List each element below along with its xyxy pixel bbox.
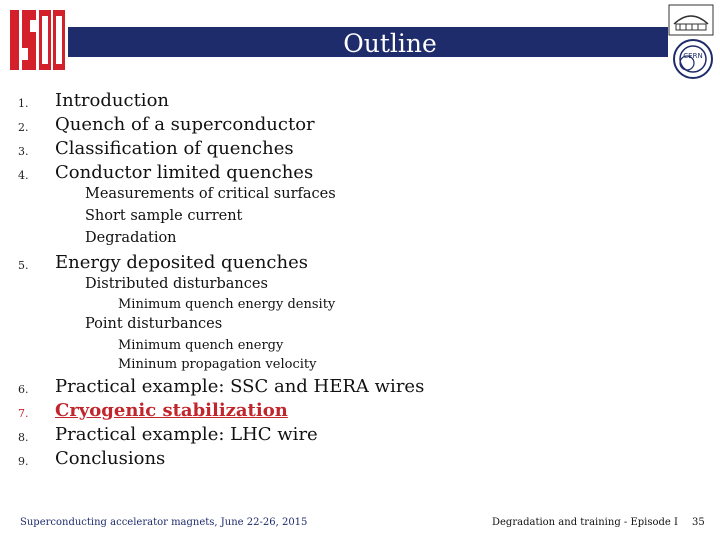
sub-item: Short sample current [85,208,243,224]
isms-logo-icon [6,6,68,78]
sub-item: Measurements of critical surfaces [85,186,336,202]
eucard-logo-icon [668,4,714,40]
list-number: 5. [18,259,29,272]
list-number: 1. [18,97,29,110]
outline-item-classification: Classification of quenches [55,138,294,159]
outline-item-energy-deposited: Energy deposited quenches [55,252,308,273]
sub-item: Point disturbances [85,316,223,332]
list-number: 9. [18,455,29,468]
sub-sub-item: Minimum quench energy density [118,297,336,312]
cern-logo-icon [672,38,714,84]
outline-item-introduction: Introduction [55,90,169,111]
list-number: 7. [18,407,29,420]
page-title: Outline [343,29,437,58]
list-number: 8. [18,431,29,444]
page-number: 35 [692,517,705,528]
outline-item-cryogenic-stabilization[interactable]: Cryogenic stabilization [55,400,288,421]
outline-item-conductor-limited: Conductor limited quenches [55,162,314,183]
footer-course: Superconducting accelerator magnets, June 22-26, 2015 [20,517,308,528]
list-number: 2. [18,121,29,134]
sub-item: Distributed disturbances [85,276,268,292]
footer-episode: Degradation and training - Episode I [492,517,678,528]
list-number: 4. [18,169,29,182]
outline-item-ssc-hera: Practical example: SSC and HERA wires [55,376,425,397]
list-number: 3. [18,145,29,158]
sub-sub-item: Minimum quench energy [118,338,284,353]
svg-text:CERN: CERN [683,52,703,60]
outline-item-quench: Quench of a superconductor [55,114,315,135]
outline-item-conclusions: Conclusions [55,448,166,469]
sub-sub-item: Mininum propagation velocity [118,357,317,372]
sub-item: Degradation [85,230,177,246]
outline-item-lhc-wire: Practical example: LHC wire [55,424,318,445]
list-number: 6. [18,383,29,396]
